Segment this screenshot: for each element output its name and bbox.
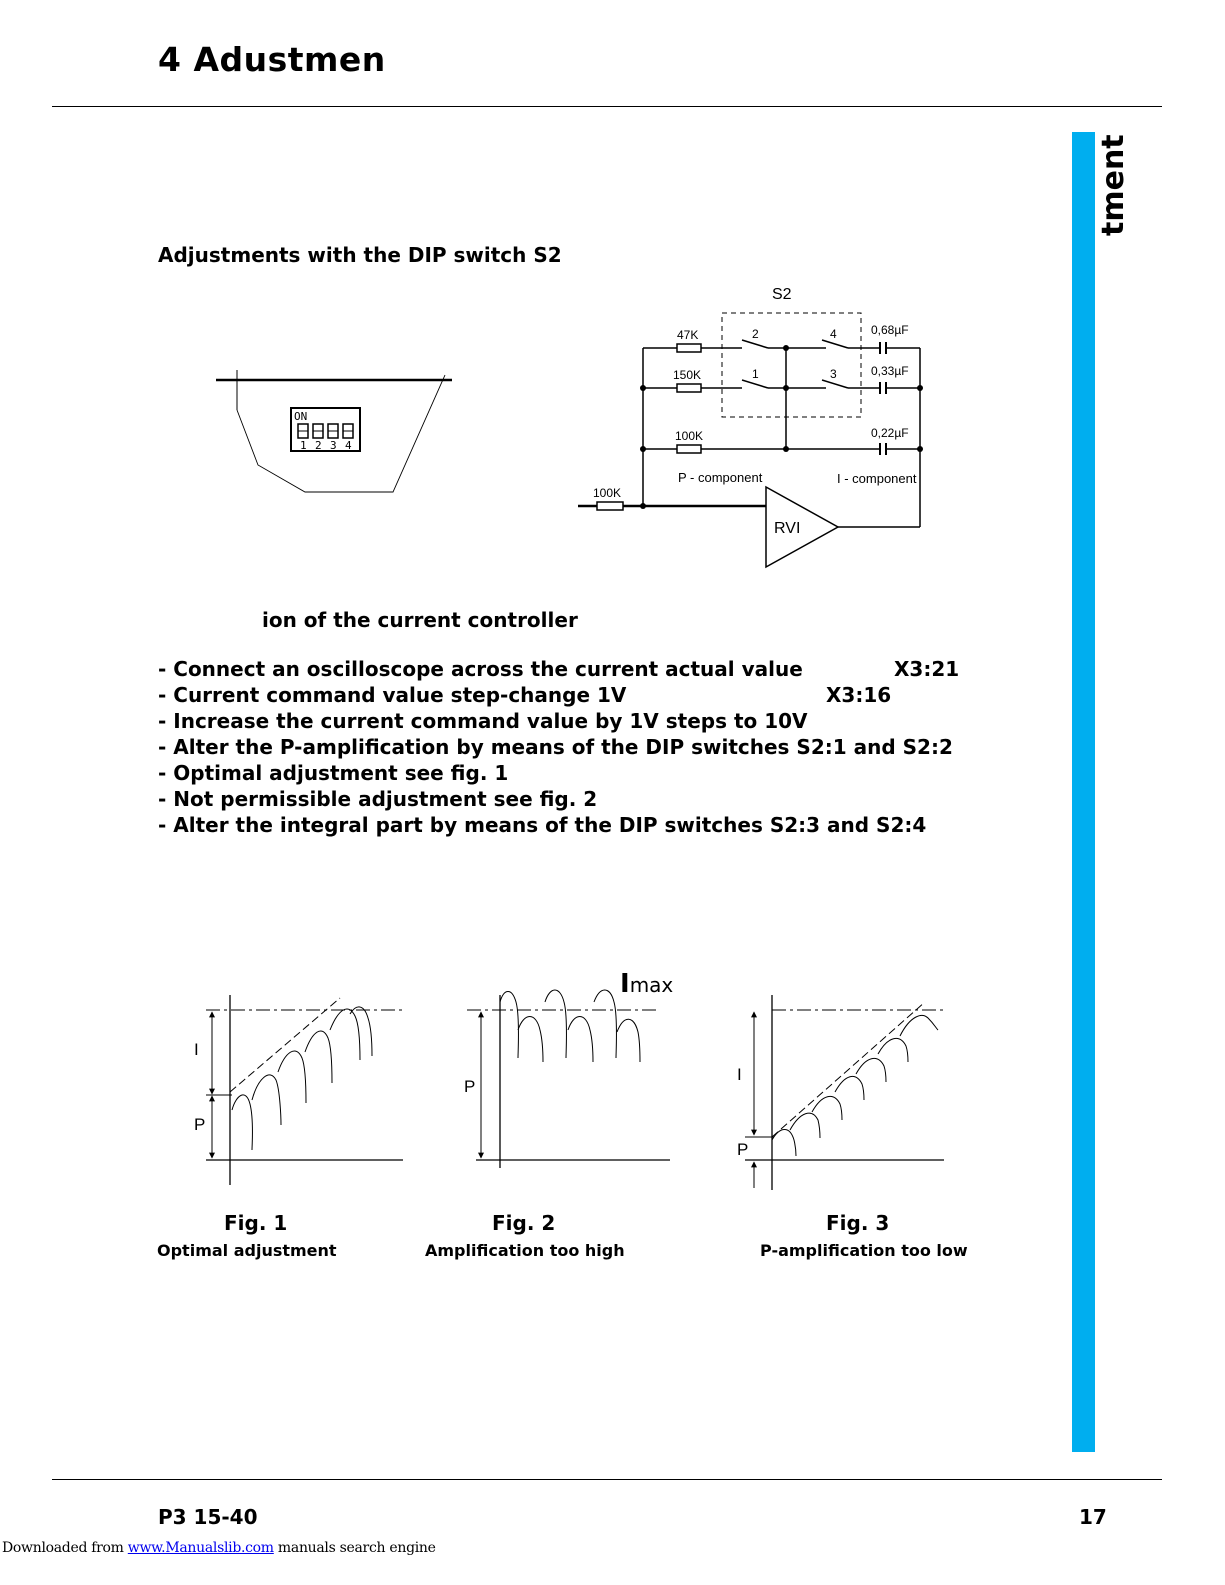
instruction-text: - Alter the integral part by means of the DIP switches S2:3 and S2:4 [158, 813, 927, 837]
instruction-terminal: X3:21 [894, 657, 960, 681]
switch-number-2: 2 [752, 327, 759, 341]
fig3-caption: P-amplification too low [760, 1241, 968, 1260]
dip-number-2: 2 [315, 439, 322, 452]
instruction-item [158, 708, 978, 734]
switch-2 [742, 340, 768, 348]
side-tab-bar [1072, 132, 1095, 1452]
sub-heading: ion of the current controller [262, 608, 578, 632]
dip-number-3: 3 [330, 439, 337, 452]
dip-lever-3 [328, 424, 338, 438]
instruction-list [158, 656, 978, 838]
download-note [2, 1540, 436, 1556]
capacitor-label-022: 0,22µF [871, 426, 909, 440]
instruction-item [158, 760, 978, 786]
dip-lever-4 [343, 424, 353, 438]
manualslib-link[interactable]: www.Manualslib.com [127, 1540, 274, 1556]
resistor-label-100k-input: 100K [593, 486, 622, 500]
instruction-text: - Optimal adjustment see fig. 1 [158, 761, 509, 785]
switch-number-1: 1 [752, 367, 759, 381]
fig3-axis-p: P [737, 1140, 749, 1159]
fig3-axis-i: I [737, 1065, 742, 1084]
page-title: 4 Adustmen [158, 40, 386, 79]
side-tab [1092, 134, 1132, 240]
resistor-label-100k-p: 100K [675, 429, 704, 443]
amplifier-rvi [766, 487, 838, 567]
switch-3 [822, 380, 848, 388]
instruction-text: - Not permissible adjustment see fig. 2 [158, 787, 598, 811]
fig3-trace-plot [745, 995, 944, 1190]
instruction-item [158, 734, 978, 760]
footer-model: P3 15-40 [158, 1505, 258, 1529]
resistor-100k-p [677, 445, 701, 453]
fig2-axis-p: P [464, 1077, 476, 1096]
i-component-label: I - component [837, 471, 917, 486]
footer-rule [52, 1479, 1162, 1480]
section-heading: Adjustments with the DIP switch S2 [158, 243, 562, 267]
fig1-trace-plot [206, 995, 403, 1185]
side-tab-label: tment [1096, 134, 1131, 236]
instruction-item [158, 786, 978, 812]
fig1-axis-i: I [194, 1040, 199, 1059]
instruction-item [158, 812, 978, 838]
instruction-text: - Increase the current command value by 1V steps to 10V [158, 709, 808, 733]
instruction-terminal: X3:16 [826, 683, 892, 707]
instruction-text: - Current command value step-change 1V [158, 683, 627, 707]
resistor-label-47k: 47K [677, 328, 699, 342]
dip-on-label: ON [294, 410, 308, 423]
board-outline [237, 375, 445, 492]
instruction-text: - Alter the P-amplification by means of the DIP switches S2:1 and S2:2 [158, 735, 953, 759]
instruction-text: - Connect an oscilloscope across the current actual value [158, 657, 803, 681]
capacitor-label-033: 0,33µF [871, 364, 909, 378]
resistor-47k [677, 344, 701, 352]
s2-dashed-box [722, 313, 861, 417]
header-rule [52, 106, 1162, 107]
capacitor-label-068: 0,68µF [871, 323, 909, 337]
fig1-axis-p: P [194, 1115, 206, 1134]
imax-label: Imax [620, 969, 674, 999]
dip-lever-1 [298, 424, 308, 438]
dip-lever-2 [313, 424, 323, 438]
instruction-item [158, 656, 978, 682]
resistor-100k-input [597, 502, 623, 510]
fig2-caption: Amplification too high [425, 1241, 625, 1260]
dip-number-1: 1 [300, 439, 307, 452]
dip-number-4: 4 [345, 439, 352, 452]
fig1-caption: Optimal adjustment [157, 1241, 337, 1260]
fig2-label: Fig. 2 [492, 1211, 556, 1235]
dip-switch-body [291, 408, 360, 451]
p-component-label: P - component [678, 470, 763, 485]
s2-label: S2 [772, 286, 792, 303]
switch-number-4: 4 [830, 327, 837, 341]
instruction-item [158, 682, 978, 708]
switch-1 [742, 380, 768, 388]
switch-4 [822, 340, 848, 348]
download-prefix: Downloaded from [2, 1540, 128, 1556]
amplifier-label: RVI [774, 520, 801, 537]
page-number: 17 [1079, 1505, 1107, 1529]
fig3-label: Fig. 3 [826, 1211, 890, 1235]
switch-number-3: 3 [830, 367, 837, 381]
fig1-label: Fig. 1 [224, 1211, 288, 1235]
fig2-trace-plot [467, 990, 670, 1168]
resistor-150k [677, 384, 701, 392]
download-suffix: manuals search engine [273, 1540, 436, 1556]
resistor-label-150k: 150K [673, 368, 702, 382]
